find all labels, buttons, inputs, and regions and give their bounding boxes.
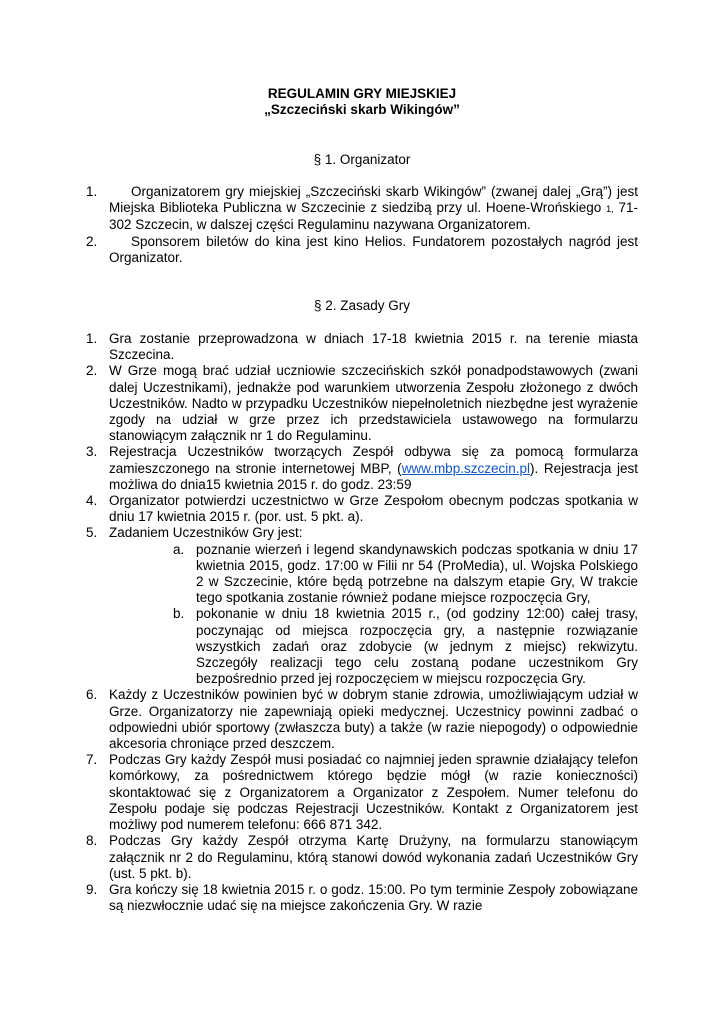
item-text: Podczas Gry każdy Zespół musi posiadać co najmniej jeden sprawnie działający telefon komórkowy, za pośrednictwem którego będzie mógł (w razie konieczności) skontaktować się z Organizatorem a Organizator z Zespołem. Numer telefonu do Zespołu podaje się podczas Rejestracji Uczestników. Kontakt z Organizatorem jest możliwy pod numerem telefonu: 666 871 342. [109,752,638,833]
mbp-website-link[interactable]: www.mbp.szczecin.pl [401,460,530,476]
list-item [86,363,638,444]
item-number: 2. [86,233,98,249]
item-number: 6. [86,687,98,703]
list-item [86,444,638,493]
item-text: Rejestracja Uczestników tworzących Zespół odbywa się za pomocą formularza zamieszczonego na stronie internetowej MBP, ( [109,444,638,476]
item-number: 1. [86,184,98,199]
list-item [86,525,638,687]
item-text: Podczas Gry każdy Zespół otrzyma Kartę Drużyny, na formularzu stanowiącym załącznik nr 2 do Regulaminu, którą stanowi dowód wykonania zadań Uczestników Gry (ust. 5 pkt. b). [109,833,638,881]
list-item [86,234,638,266]
item-number: 5. [86,525,98,541]
item-text-cont: ). Rejestracja jest możliwa do dnia15 kwietnia 2015 r. do godz. 23:59 [109,460,638,492]
document-title: REGULAMIN GRY MIEJSKIEJ [267,86,457,101]
list-item [86,184,638,234]
sub-item-text: pokonanie w dniu 18 kwietnia 2015 r., (od godziny 12:00) całej trasy, poczynając od miejsca rozpoczęcia gry, a następnie rozwiązanie wszystkich zadań oraz zdobycie (w jednym z miejsc) rekwizytu. Szczegóły realizacji tego celu zostaną podane uczestnikom Gry bezpośrednio przed jej rozpoczęciem w miejscu rozpoczęcia Gry. [196,606,638,687]
item-text: Zadaniem Uczestników Gry jest: [109,525,303,541]
item-text: Każdy z Uczestników powinien być w dobrym stanie zdrowia, umożliwiającym udział w Grze. Organizatorzy nie zapewniają opieki medycznej. Uczestnicy powinni zadbać o odpowiedni ubiór sportowy (zwłaszcza buty) a także (w razie niepogody) o odpowiednie akcesoria chroniące przed deszczem. [109,687,638,752]
item-text: Gra zostanie przeprowadzona w dniach 17-18 kwietnia 2015 r. na terenie miasta Szczecina. [109,331,638,363]
section-2-heading: § 2. Zasady Gry [313,298,411,313]
section-1-list [86,184,638,266]
item-number: 8. [86,833,98,849]
section-2-list [86,331,638,914]
list-item [86,882,638,914]
list-item [86,687,638,752]
sub-list-item [173,542,638,607]
item-number: 1. [86,331,98,346]
list-item [86,752,638,833]
item-number: 7. [86,752,98,768]
item-text: W Grze mogą brać udział uczniowie szczecińskich szkół ponadpodstawowych (zwani dalej Uczestnikami), jednakże pod warunkiem utworzenia Zespołu złożonego z dwóch Uczestników. Nadto w przypadku Uczestników niepełnoletnich niezbędne jest wyrażenie zgody na udział w grze przez ich przedstawiciela ustawowego na formularzu stanowiącym załącznik nr 1 do Regulaminu. [109,363,638,444]
sub-list-item [173,606,638,687]
sub-item-text: poznanie wierzeń i legend skandynawskich podczas spotkania w dniu 17 kwietnia 2015, godz. 17:00 w Filii nr 54 (ProMedia), ul. Wojska Polskiego 2 w Szczecinie, które będą potrzebne na dalszym etapie Gry, W trakcie tego spotkania zostanie również podane miejsce rozpoczęcia Gry, [196,541,638,606]
item-number: 3. [86,444,98,460]
sub-item-letter: a. [173,541,185,557]
item-text: Organizatorem gry miejskiej „Szczeciński skarb Wikingów” (zwanej dalej „Grą”) jest Miejska Biblioteka Publiczna w Szczecinie z siedzibą przy ul. Hoene-Wrońskiego [109,184,638,216]
item-number: 2. [86,363,98,379]
sub-item-letter: b. [173,606,185,622]
document-subtitle: „Szczeciński skarb Wikingów” [264,102,460,117]
item-text: Organizator potwierdzi uczestnictwo w Grze Zespołom obecnym podczas spotkania w dniu 17 kwietnia 2015 r. (por. ust. 5 pkt. a). [109,493,638,525]
item-text: Gra kończy się 18 kwietnia 2015 r. o godz. 15:00. Po tym terminie Zespoły zobowiązane są niezwłocznie udać się na miejsce zakończenia Gry. W razie [109,881,638,914]
list-item [86,331,638,363]
item-number: 4. [86,493,98,509]
item-text: Sponsorem biletów do kina jest kino Helios. Fundatorem pozostałych nagród jest Organizator. [109,233,638,265]
list-item [86,833,638,882]
section-1-heading: § 1. Organizator [313,152,411,167]
list-item [86,493,638,525]
item-number: 9. [86,881,98,897]
item-text-cont: 71-302 Szczecin, w dalszej części Regulaminu nazywana Organizatorem. [109,200,639,233]
item-text-small: 1, [606,204,614,215]
